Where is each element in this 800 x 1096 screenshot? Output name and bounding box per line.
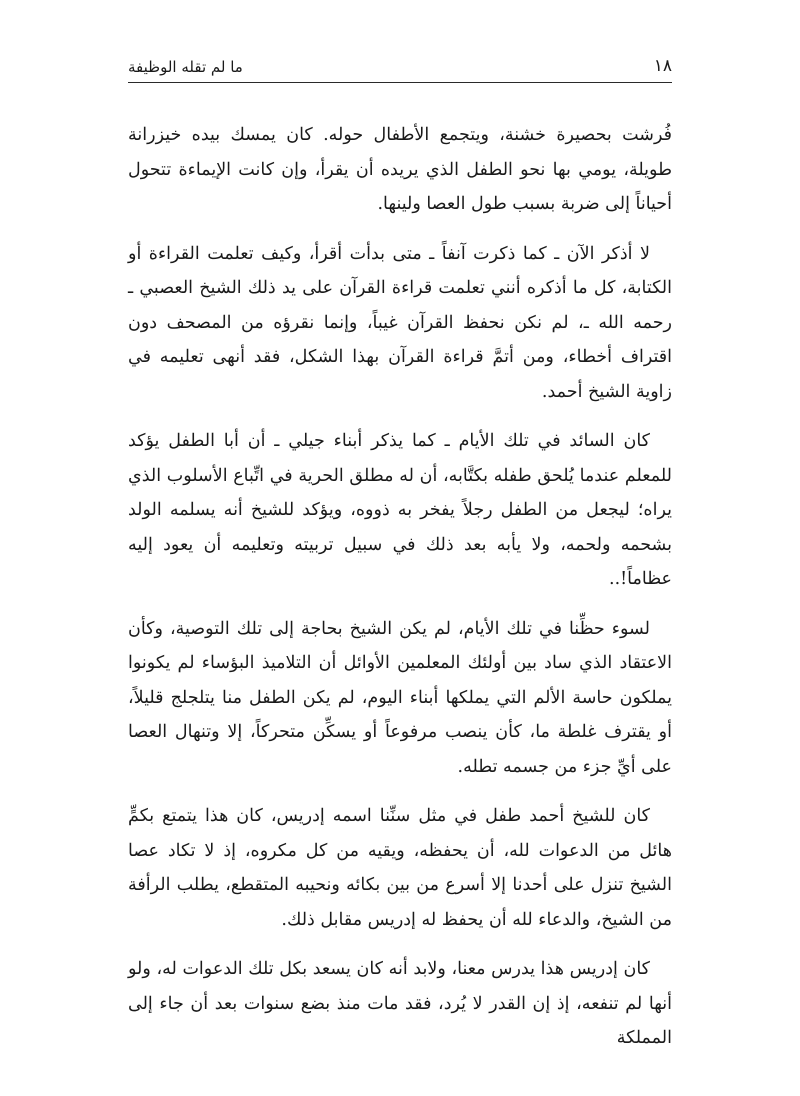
paragraph: فُرشت بحصيرة خشنة، ويتجمع الأطفال حوله. كان يمسك بيده خيزرانة طويلة، يومي بها نحو الطفل الذي يريده أن يقرأ، وإن كانت الإيماءة تتحول أحياناً إلى ضربة بسبب طول العصا ولينها. xyxy=(128,125,672,214)
paragraph: لسوء حظِّنا في تلك الأيام، لم يكن الشيخ بحاجة إلى تلك التوصية، وكأن الاعتقاد الذي ساد بين أولئك المعلمين الأوائل أن التلاميذ البؤساء لم يكونوا يملكون حاسة الألم التي يملكها أبناء اليوم، لم يكن الطفل منا يتلجلج قليلاً، أو يقترف غلطة ما، كأن ينصب مرفوعاً أو يسكِّن متحركاً، إلا وتنهال العصا على أيِّ جزء من جسمه تطله. xyxy=(128,618,672,777)
paragraph: لا أذكر الآن ـ كما ذكرت آنفاً ـ متى بدأت أقرأ، وكيف تعلمت القراءة أو الكتابة، كل ما أذكره أنني تعلمت قراءة القرآن على يد ذلك الشيخ العصبي ـ رحمه الله ـ، لم نكن نحفظ القرآن غيباً، وإنما نقرؤه من المصحف دون اقتراف أخطاء، ومن أتمَّ قراءة القرآن بهذا الشكل، فقد أنهى تعليمه في زاوية الشيخ أحمد. xyxy=(128,243,672,402)
paragraph: كان للشيخ أحمد طفل في مثل سنِّنا اسمه إدريس، كان هذا يتمتع بكمٍّ هائل من الدعوات لله، أن يحفظه، ويقيه من كل مكروه، إذ لا تكاد عصا الشيخ تنزل على أحدنا إلا أسرع من بين بكائه ونحيبه المتقطع، يطلب الرأفة من الشيخ، والدعاء لله أن يحفظ له إدريس مقابل ذلك. xyxy=(128,806,672,930)
paragraph: كان إدريس هذا يدرس معنا، ولابد أنه كان يسعد بكل تلك الدعوات له، ولو أنها لم تنفعه، إذ إن القدر لا يُرد، فقد مات منذ بضع سنوات بعد أن جاء إلى المملكة xyxy=(128,959,672,1048)
book-title: ما لم تقله الوظيفة xyxy=(128,58,243,76)
paragraph: كان السائد في تلك الأيام ـ كما يذكر أبناء جيلي ـ أن أبا الطفل يؤكد للمعلم عندما يُلحق طفله بكتَّابه، أن له مطلق الحرية في اتِّباع الأسلوب الذي يراه؛ ليجعل من الطفل رجلاً يفخر به ذووه، ويؤكد للشيخ أنه يسلمه الولد بشحمه ولحمه، ولا يأبه بعد ذلك في سبيل تربيته وتعليمه أن يعود إليه عظاماً!.. xyxy=(128,431,672,589)
running-header xyxy=(128,52,672,83)
body-text xyxy=(128,118,672,1071)
page-number: ١٨ xyxy=(653,56,672,76)
